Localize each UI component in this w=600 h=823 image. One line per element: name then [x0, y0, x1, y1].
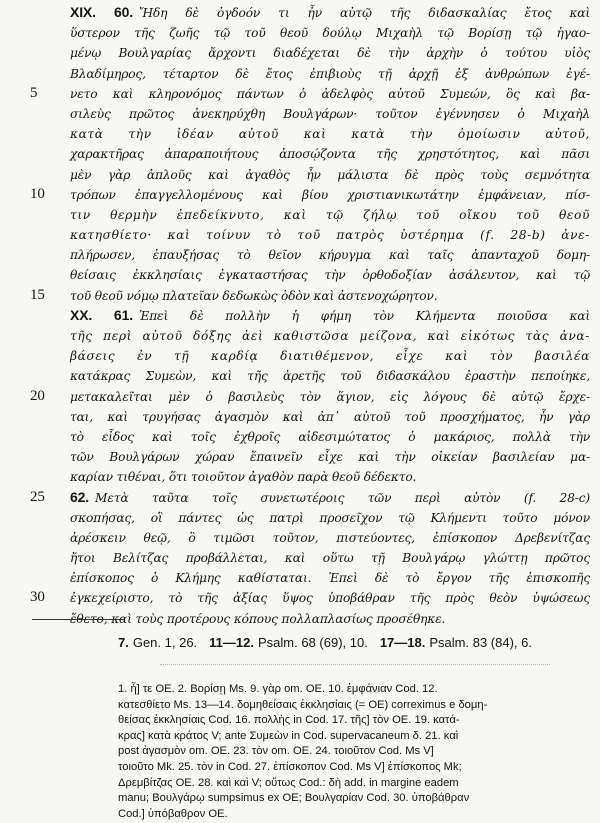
line-number: 5: [30, 84, 38, 101]
ref-line-number: 17—18.: [379, 635, 426, 650]
apparatus-line: 1. ἦ] τε OE. 2. Βορίσῃ Ms. 9. γὰρ om. OE. 10. ἐμφάνιαν Cod. 12.: [118, 683, 438, 695]
apparatus-line: post ἀγασμὸν om. OE. 23. τὸν om. OE. 24. τοιοῦτον Cod. Ms V]: [118, 745, 434, 758]
line-text: τοῦ θεοῦ νόμῳ πλατεῖαν δεδωκὼς ὁδὸν καὶ ἀστενοχώρητον.: [70, 288, 438, 303]
line-text: τρόπων ἐπαγγελλομένους καὶ βίου χριστιανικωτάτην ἐμφάνειαν, πίσ-: [70, 187, 590, 202]
line-text: τιν θερμὴν ἐπεδείκνυτο, καὶ τῷ ζήλῳ τοῦ οἴκου τοῦ θεοῦ: [70, 207, 590, 222]
line-number: 30: [30, 589, 45, 606]
critical-apparatus: [118, 682, 588, 822]
line-text: Ἐπεὶ δὲ πολλὴν ἡ φήμη τὸν Κλήμεντα ποιοῦσα καὶ: [138, 308, 590, 323]
text-line: [30, 63, 590, 83]
line-text: Μετὰ ταῦτα τοῖς συνετωτέροις τῶν περὶ αὐτὸν (f. 28-c): [95, 490, 590, 505]
text-line: [30, 446, 590, 466]
apparatus-line: τοιοῦτο Mk. 25. τὸν in Cod. 27. ἐπίσκοπον Cod. Ms V] ἐπίσκοπος Mk;: [118, 760, 462, 773]
line-text: νετο καὶ κληρονόμος πάντων ὁ ἀδελφὸς αὐτοῦ Συμεών, ὃς καὶ βα-: [70, 86, 590, 101]
apparatus-line: θείσας ἐκκλησίαις Cod. 16. πολλὴς in Cod. 17. τῆς] τὸν OE. 19. κατά-: [118, 714, 460, 727]
text-line: [30, 345, 590, 365]
apparatus-line: Δρεμβίτζας OE. 28. καὶ καὶ V; οὕτως Cod.: δὴ add. in margine eadem: [118, 776, 459, 789]
line-text: μετακαλεῖται μὲν ὁ βασιλεὺς τὸν ἅγιον, εἰς λόγους δὲ αὐτῷ ἔρχε-: [70, 389, 590, 404]
line-text: σιλεὺς πρῶτος ἀνεκηρύχθη Βουλγάρων· τοῦτον ἐγέννησεν ὁ Μιχαὴλ: [70, 106, 590, 121]
text-line: [30, 507, 590, 527]
text-line: [30, 143, 590, 163]
text-line: [30, 527, 590, 547]
scripture-references: [118, 635, 588, 650]
line-number: 25: [30, 488, 45, 505]
text-line: [30, 487, 590, 507]
line-text: καρίαν τιθέναι, ὅτι τοιοῦτον ἀγαθὸν παρὰ θεοῦ δέδεκτο.: [70, 470, 417, 485]
text-line: [30, 386, 590, 406]
text-line: [30, 184, 590, 204]
line-text: θείσαις ἐκκλησίαις ἐγκαταστήσας τὴν ὀρθοδοξίαν ἀσάλευτον, καὶ τῷ: [70, 268, 590, 283]
text-line: [30, 567, 590, 587]
text-line: [30, 608, 590, 628]
main-text: [30, 2, 590, 628]
line-text: τῆς περὶ αὐτοῦ δόξης ἀεὶ καθιστῶσα μείζονα, καὶ εἰκότως τὰς ἀνα-: [70, 329, 590, 343]
section-marker: XX. 61.: [70, 306, 133, 323]
ref-line-number: 11—12.: [209, 635, 254, 650]
text-line: [30, 123, 590, 143]
line-text: Βλαδίμηρος, τέταρτον δὲ ἔτος ἐπιβιοὺς τῇ ἀρχῇ ἐξ ἀνθρώπων ἐγέ-: [70, 66, 590, 81]
apparatus-line: κρας] κατὰ κράτος V; ante Συμεὼν in Cod. supervacaneum δ. 21. καὶ: [118, 729, 459, 742]
section-marker: 62.: [70, 488, 90, 505]
apparatus-line: κατεσθίετο Ms. 13—14. δομηθείσαις ἐκκλησίαις (= OE) correximus e δομη-: [118, 698, 488, 711]
line-text: κατησθίετο· καὶ τοίνυν τὸ τοῦ πατρὸς ὑστέρημα (f. 28-b) ἀνε-: [70, 228, 590, 243]
text-line: [30, 264, 590, 284]
line-text: ἔθετο, καὶ τοὺς προτέρους κόπους πολλαπλασίως προσέθηκε.: [70, 611, 446, 626]
text-line: [30, 103, 590, 123]
text-line: [30, 305, 590, 325]
line-number: 15: [30, 286, 45, 303]
ref-line-number: 7.: [118, 635, 129, 650]
line-text: ἐγκεχείριστο, τὸ τῆς ἀξίας ὕψος ὑποβάθραν τῆς πρὸς θεὸν ὑψώσεως: [70, 591, 590, 606]
ref-citation: Psalm. 68 (69), 10.: [258, 635, 368, 650]
text-line: [30, 426, 590, 446]
line-text: ἤτοι Βελίτζας προβάλλεται, καὶ οὕτω τῇ Βουλγάρῳ γλώττῃ πρῶτος: [70, 551, 590, 566]
line-number: 10: [30, 185, 45, 202]
text-line: [30, 204, 590, 224]
line-text: χαρακτῆρας ἀπαραποιήτους ἀποσῴζοντα τῆς χρηστότητος, καὶ πᾶσι: [70, 147, 590, 162]
footnote-separator: [32, 619, 124, 620]
apparatus-line: Cod.] ὑπόβαθρον OE.: [118, 807, 228, 820]
ref-citation: Gen. 1, 26.: [132, 635, 198, 650]
line-text: ἀρέσκειν θεῷ, ὃ τιμῶσι τοῦτον, πιστεύοντες, ἐπίσκοπον Δρεβενίτζας: [70, 530, 590, 545]
text-line: [30, 547, 590, 567]
text-line: [30, 365, 590, 385]
line-text: μὲν γὰρ ἁπλοῦς καὶ ἀγαθὸς ἦν μάλιστα δὲ πρὸς τοὺς σεμνότητα: [70, 167, 590, 182]
line-text: Ἤδη δὲ ὀγδοόν τι ἦν αὐτῷ τῆς διδασκαλίας ἔτος καὶ: [138, 6, 590, 20]
text-line: [30, 83, 590, 103]
text-line: [30, 285, 590, 305]
line-text: ἐπίσκοπος ὁ Κλήμης καθίσταται. Ἐπεὶ δὲ τὸ ἔργον τῆς ἐπισκοπῆς: [70, 571, 590, 586]
line-text: κατὰ τὴν ἰδέαν αὐτοῦ καὶ κατὰ τὴν ὁμοίωσιν αὐτοῦ,: [70, 127, 590, 142]
text-line: [30, 2, 590, 22]
line-text: βάσεις ἐν τῇ καρδίᾳ διατιθέμενον, εἶχε καὶ τὸν βασιλέα: [70, 349, 590, 364]
line-text: σκοπήσας, οἳ πάντες ὡς πατρὶ προσεῖχον τῷ Κλήμεντι τοῦτο μόνον: [70, 510, 590, 525]
text-line: [30, 466, 590, 486]
line-text: πλήρωσεν, ἐπαυξήσας τὸ θεῖον κήρυγμα καὶ ταῖς ἁπανταχοῦ δομη-: [70, 248, 590, 263]
ref-citation: Psalm. 83 (84), 6.: [429, 635, 532, 650]
line-text: κατάκρας Συμεὼν, καὶ τῆς ἀρετῆς τοῦ διδασκάλου ἐραστὴν πεποίηκε,: [70, 369, 590, 384]
text-line: [30, 587, 590, 607]
line-text: ται, καὶ τρυγήσας ἀγασμὸν καὶ ἀπ᾽ αὐτοῦ τοῦ προσχήματος, ἦν γὰρ: [70, 409, 590, 424]
text-line: [30, 325, 590, 345]
text-line: [30, 164, 590, 184]
dotted-divider: [160, 664, 550, 665]
apparatus-line: manu; Βουλγάρῳ sumpsimus ex OE; Βουλγαρίαν Cod. 30. ὑποβάθραν: [118, 792, 470, 805]
text-line: [30, 244, 590, 264]
text-line: [30, 42, 590, 62]
line-text: ὕστερον τῆς ζωῆς τῷ τοῦ θεοῦ δούλῳ Μιχαὴλ τῷ Βορίσῃ τῷ ἡγαο-: [70, 26, 590, 41]
text-line: [30, 224, 590, 244]
text-line: [30, 406, 590, 426]
section-marker: XIX. 60.: [70, 4, 133, 20]
line-text: τῶν Βουλγάρων χώραν ἔπαινεῖν εἶχε καὶ τὴν οἰκείαν βασιλείαν μα-: [70, 450, 590, 465]
line-text: μένῳ Βουλγαρίας ἄρχοντι διαδέχεται δὲ τὴν ἀρχὴν ὁ τούτου υἱὸς: [70, 46, 590, 61]
line-number: 20: [30, 387, 45, 404]
line-text: τὸ εἶδος καὶ τοῖς ἐχθροῖς αἰδεσιμώτατος ὁ μακάριος, πολλὰ τὴν: [70, 429, 590, 444]
text-line: [30, 22, 590, 42]
